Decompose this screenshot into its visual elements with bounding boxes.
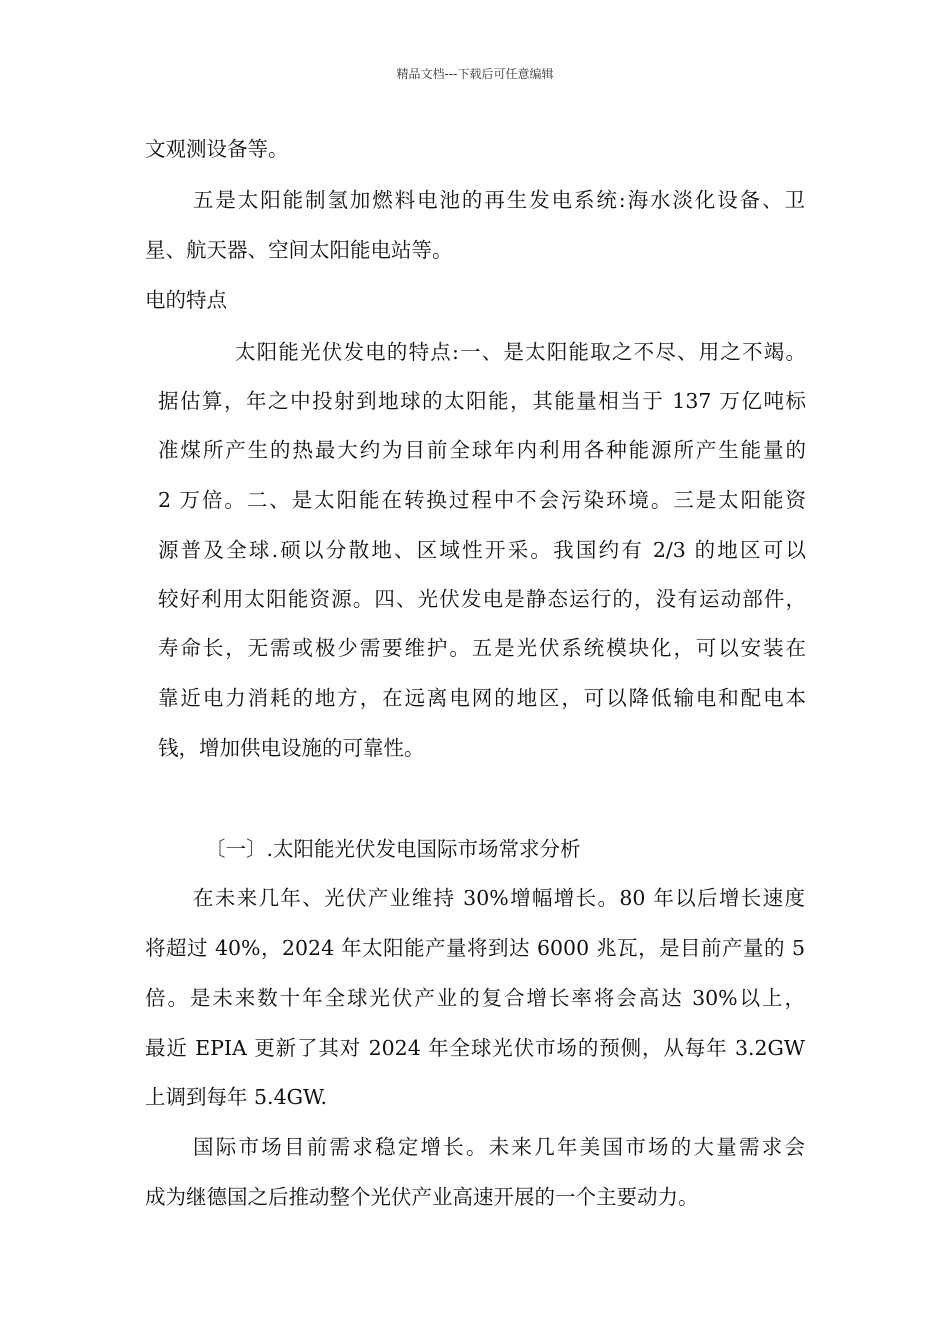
- text-line: 寿命长，无需或极少需要维护。五是光伏系统模块化，可以安装在: [158, 636, 806, 660]
- text-line: 太阳能光伏发电的特点:一、是太阳能取之不尽、用之不竭。: [235, 340, 806, 364]
- text-line: 五是太阳能制氢加燃料电池的再生发电系统:海水淡化设备、卫: [193, 188, 805, 212]
- text-line: 最近 EPIA 更新了其对 2024 年全球光伏市场的预侧，从每年 3.2GW: [145, 1036, 805, 1060]
- text-line: 星、航天器、空间太阳能电站等。: [145, 238, 453, 262]
- text-line: 在未来几年、光伏产业维持 30%增幅增长。80 年以后增长速度: [193, 886, 805, 910]
- section-heading: 〔一〕.太阳能光伏发电国际市场常求分析: [205, 837, 581, 861]
- text-line: 准煤所产生的热最大约为目前全球年内利用各种能源所产生能量的: [158, 438, 806, 462]
- text-line: 2 万倍。二、是太阳能在转换过程中不会污染环境。三是太阳能资: [158, 488, 806, 512]
- text-line: 将超过 40%，2024 年太阳能产量将到达 6000 兆瓦，是目前产量的 5: [145, 936, 805, 960]
- page-header: 精品文档---下载后可任意编辑: [396, 67, 554, 81]
- text-line: 国际市场目前需求稳定增长。未来几年美国市场的大量需求会: [193, 1135, 805, 1159]
- text-line: 文观测设备等。: [145, 137, 289, 161]
- text-line: 靠近电力消耗的地方，在远离电网的地区，可以降低输电和配电本: [158, 686, 806, 710]
- text-line: 成为继德国之后推动整个光伏产业高速开展的一个主要动力。: [145, 1185, 699, 1209]
- text-line: 据估算，年之中投射到地球的太阳能，其能量相当于 137 万亿吨标: [158, 389, 806, 413]
- text-line: 源普及全球.硕以分散地、区域性开采。我国约有 2/3 的地区可以: [158, 538, 806, 562]
- text-line: 上调到每年 5.4GW.: [145, 1085, 327, 1109]
- text-line: 倍。是未来数十年全球光伏产业的复合增长率将会高达 30%以上，: [145, 986, 805, 1010]
- text-line: 钱，增加供电设施的可靠性。: [158, 736, 425, 760]
- text-line: 较好利用太阳能资源。四、光伏发电是静态运行的，没有运动部件，: [158, 587, 806, 611]
- section-heading: 电的特点: [145, 288, 227, 312]
